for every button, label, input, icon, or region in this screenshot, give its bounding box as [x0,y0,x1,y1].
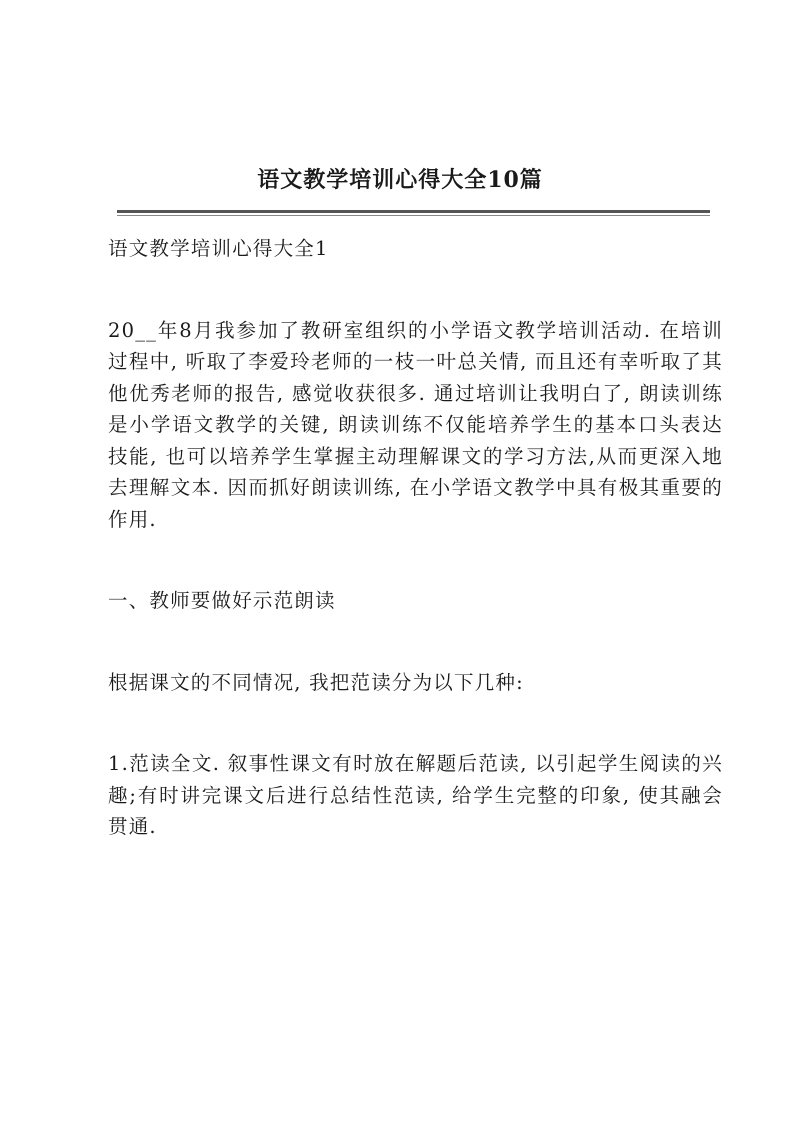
title-divider-thin [117,215,710,216]
section-title: 语文教学培训心得大全1 [108,237,329,260]
list-item-full-text-reading: 1.范读全文. 叙事性课文有时放在解题后范读, 以引起学生阅读的兴趣;有时讲完课文后进行总结性范读, 给学生完整的印象, 使其融会贯通. [108,752,723,838]
document-title: 语文教学培训心得大全10篇 [257,167,543,193]
document-body [108,233,723,843]
title-divider [117,210,710,213]
lead-paragraph: 根据课文的不同情况, 我把范读分为以下几种: [108,670,524,694]
intro-paragraph: 20__年8月我参加了教研室组织的小学语文教学培训活动. 在培训过程中, 听取了李爱玲老师的一枝一叶总关情, 而且还有幸听取了其他优秀老师的报告, 感觉收获很多. 通过培训让我明白了, 朗读训练是小学语文教学的关键, 朗读训练不仅能培养学生的基本口头表达技能, 也可以培养学生掌握主动理解课文的学习方法,从而更深入地去理解文本. 因而抓好朗读训练, 在小学语文教学中具有极其重要的作用. [108,318,723,531]
subheading-teacher-demo-reading: 一、教师要做好示范朗读 [108,589,336,612]
